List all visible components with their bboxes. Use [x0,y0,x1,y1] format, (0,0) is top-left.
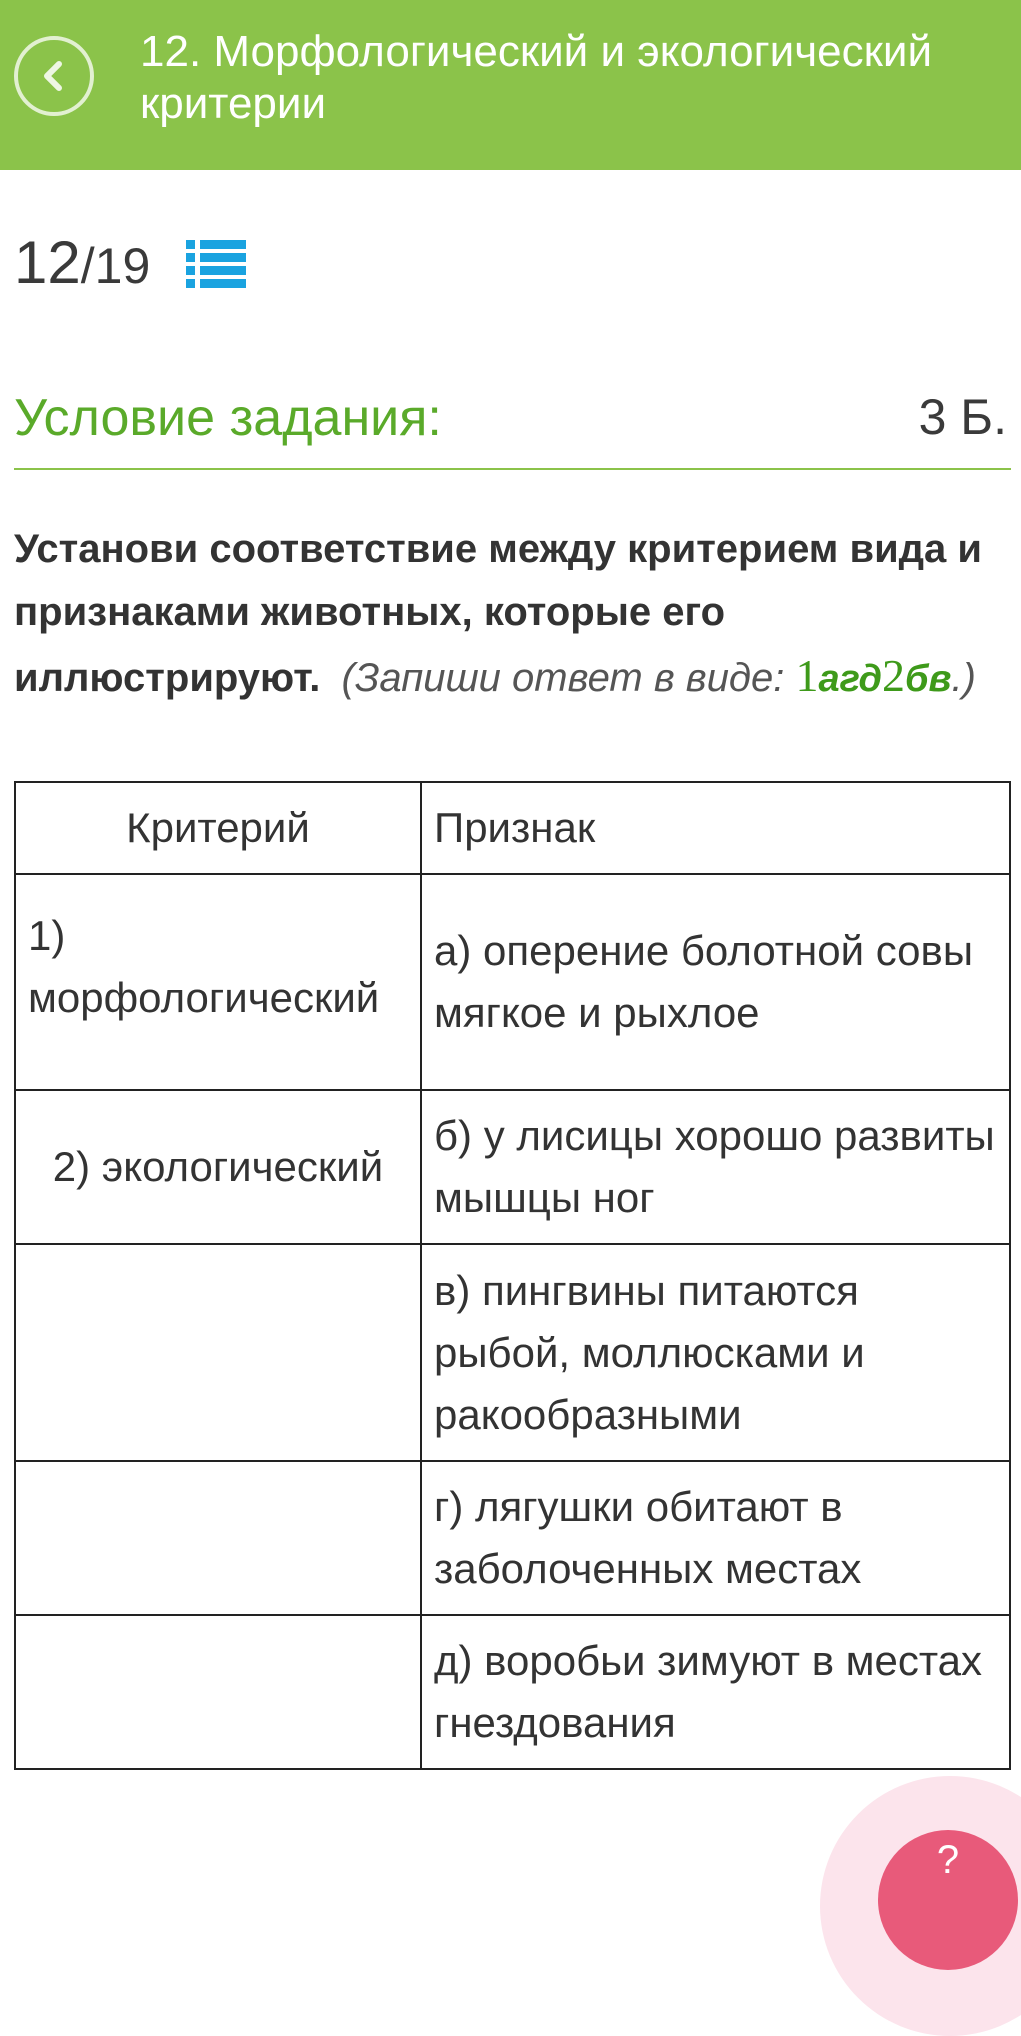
answer-format-hint [341,650,976,701]
feature-cell: в) пингвины питаются рыбой, моллюсками и ракообразными [421,1244,1010,1461]
task-statement [14,518,1004,711]
chevron-left-icon [34,56,74,96]
task-progress [14,228,150,297]
task-list-icon[interactable] [186,238,246,290]
page-title: 12. Морфологический и экологический критерии [140,27,933,128]
criterion-cell [15,1615,421,1769]
criterion-cell: 2) экологический [15,1090,421,1244]
points-value: 3 Б. [918,389,1007,445]
feature-cell: б) у лисицы хорошо развиты мышцы ног [421,1090,1010,1244]
hint-digit-2: 2 [881,650,905,701]
column-header-feature: Признак [421,782,1010,874]
help-fab-button[interactable]: ? [878,1830,1018,1970]
progress-current: 12 [14,229,81,296]
table-header-row [15,782,1010,874]
criterion-cell [15,1244,421,1461]
table-row [15,1244,1010,1461]
hint-letters-2: бв [904,658,952,700]
feature-cell: а) оперение болотной совы мягкое и рыхлое [421,874,1010,1090]
hint-sample [796,650,952,701]
progress-total: 19 [94,238,151,294]
table-row [15,1461,1010,1615]
progress-separator: / [80,238,95,294]
hint-digit-1: 1 [795,650,819,701]
feature-cell: д) воробьи зимуют в местах гнездования [421,1615,1010,1769]
table-row [15,874,1010,1090]
condition-divider [14,468,1011,470]
column-header-criterion: Критерий [15,782,421,874]
criterion-cell [15,1461,421,1615]
table-row [15,1090,1010,1244]
hint-prefix: (Запиши ответ в виде: [341,656,796,700]
table-row [15,1615,1010,1769]
top-bar [0,0,1021,170]
hint-letters-1: агд [818,658,882,700]
feature-cell: г) лягушки обитают в заболоченных местах [421,1461,1010,1615]
matching-table [14,781,1011,1770]
criterion-cell: 1) морфологический [15,874,421,1090]
task-text: Установи соответствие между критерием вида и признаками животных, которые его иллюстрируют. [14,527,983,700]
hint-suffix: .) [951,656,976,700]
back-button[interactable] [14,36,94,116]
condition-title: Условие задания: [14,389,442,447]
